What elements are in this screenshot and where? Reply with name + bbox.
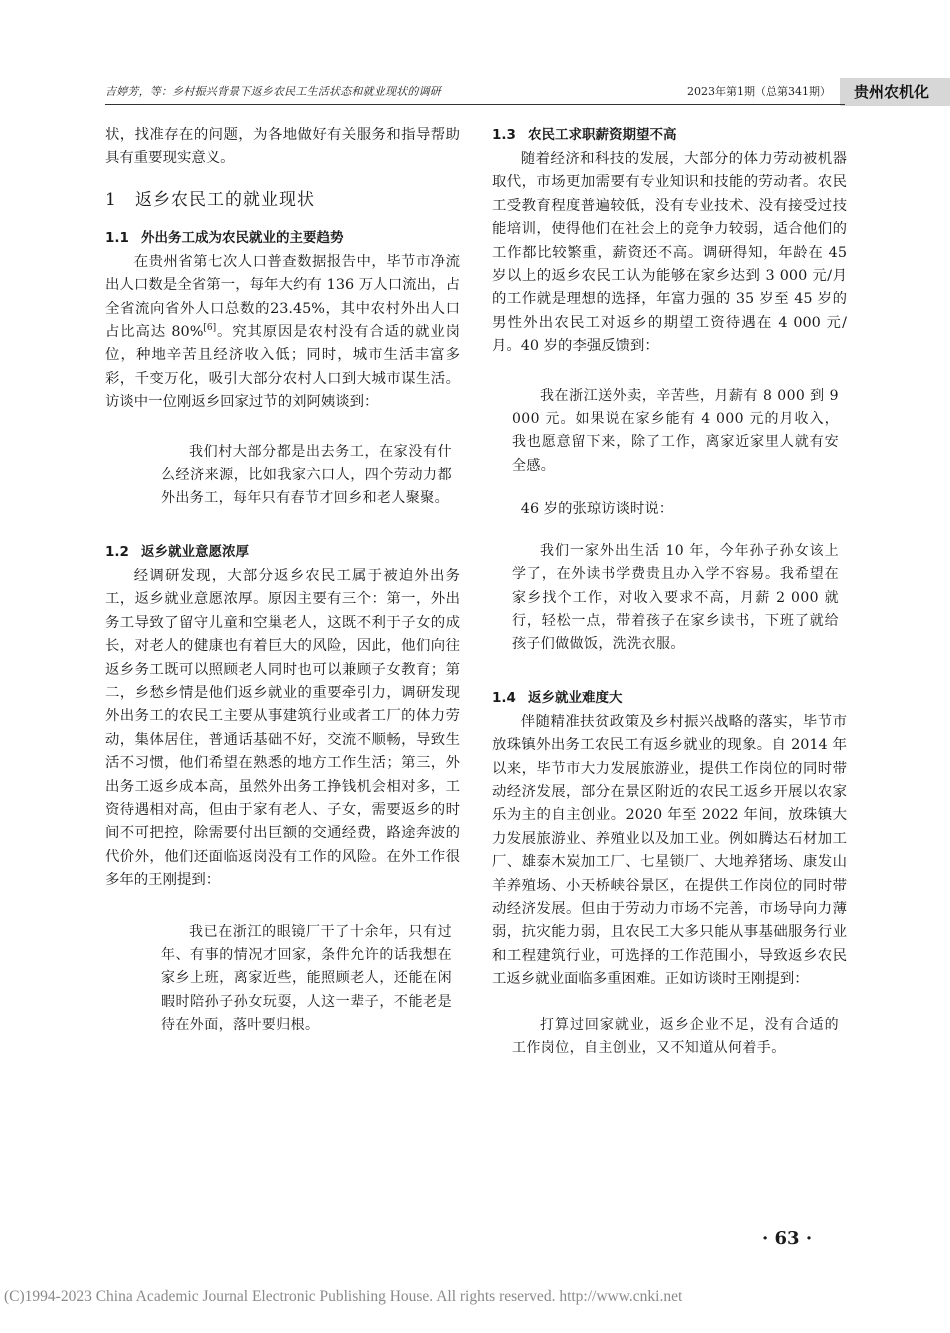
interview-quote: 我们村大部分都是出去务工，在家没有什么经济来源，比如我家六口人，四个劳动力都外出务工，每年只有春节才回乡和老人聚聚。 bbox=[161, 443, 452, 507]
subsection-title: 返乡就业意愿浓厚 bbox=[141, 543, 249, 560]
paragraph: 经调研发现，大部分返乡农民工属于被迫外出务工，返乡就业意愿浓厚。原因主要有三个：第一，外出务工导致了留守儿童和空巢老人，这既不利于子女的成长，对老人的健康也有着巨大的风险，因此，他们向往返乡务工既可以照顾老人同时也可以兼顾子女教育；第二，乡愁乡情是他们返乡就业的重要牵引力，调研发现外出务工的农民工主要从事建筑行业或者工厂的体力劳动，集体居住，普通话基础不好，交流不顺畅，导致生活不习惯，他们希望在熟悉的地方工作生活；第三，外出务工返乡成本高，虽然外出务工挣钱机会相对多，工资待遇相对高，但由于家有老人、子女，需要返乡的时间不可把控，除需要付出巨额的交通经费，路途奔波的代价外，他们还面临返岗没有工作的风险。在外工作很多年的王刚提到： bbox=[105, 567, 460, 889]
subsection-title: 外出务工成为农民就业的主要趋势 bbox=[141, 229, 344, 246]
subsection-number: 1.2 bbox=[105, 543, 129, 560]
citation-ref: [6] bbox=[203, 323, 217, 334]
issue-info: 2023年第1期（总第341期） bbox=[687, 85, 831, 98]
subsection-1-1-heading bbox=[105, 227, 460, 249]
subsection-1-3-heading bbox=[492, 124, 847, 146]
paragraph: 随着经济和科技的发展，大部分的体力劳动被机器取代，市场更加需要有专业知识和技能的劳动者。农民工受教育程度普遍较低，没有专业技术、没有接受过技能培训，使得他们在社会上的竞争力较弱，适合他们的工作都比较繁重，薪资还不高。调研得知，年龄在 45 岁以上的返乡农民工认为能够在家乡达到 3 000 元/月的工作就是理想的选择，年富力强的 35 岁至 45 岁的男性外出农民工对返乡的期望工资待遇在 4 000 元/月。40 岁的李强反馈到： bbox=[492, 151, 847, 355]
interview-quote: 我们一家外出生活 10 年，今年孙子孙女该上学了，在外读书学费贵且办入学不容易。我希望在家乡找个工作，对收入要求不高，月薪 2 000 就行，轻松一点，带着孩子在家乡读书，下班了就给孩子们做做饭，洗洗衣服。 bbox=[512, 542, 839, 653]
page-header bbox=[105, 78, 930, 108]
interview-quote: 我已在浙江的眼镜厂干了十余年，只有过年、有事的情况才回家，条件允许的话我想在家乡上班，离家近些，能照顾老人，还能在闲暇时陪孙子孙女玩耍，人这一辈子，不能老是待在外面，落叶要归根。 bbox=[161, 923, 452, 1034]
running-title: 吉婷芳，等：乡村振兴背景下返乡农民工生活状态和就业现状的调研 bbox=[105, 85, 441, 98]
interview-quote: 打算过回家就业，返乡企业不足，没有合适的工作岗位，自主创业，又不知道从何着手。 bbox=[512, 1016, 839, 1056]
subsection-title: 返乡就业难度大 bbox=[528, 689, 623, 706]
section-title: 返乡农民工的就业现状 bbox=[135, 189, 315, 210]
subsection-number: 1.1 bbox=[105, 229, 129, 246]
section-number: 1 bbox=[105, 189, 117, 210]
journal-name: 贵州农机化 bbox=[840, 78, 950, 106]
right-column bbox=[492, 124, 847, 1084]
paragraph-text: 。究其原因是农村没有合适的就业岗位，种地辛苦且经济收入低；同时，城市生活丰富多彩，千变万化，吸引大部分农村人口到大城市谋生活。访谈中一位刚返乡回家过节的刘阿姨谈到： bbox=[105, 324, 460, 411]
left-column bbox=[105, 124, 460, 1062]
paragraph bbox=[105, 251, 460, 415]
page-number: · 63 · bbox=[762, 1228, 813, 1249]
subsection-1-4-heading bbox=[492, 687, 847, 709]
paragraph: 46 岁的张琼访谈时说： bbox=[520, 501, 674, 518]
paragraph-text: 在贵州省第七次人口普查数据报告中，毕节市净流出人口数是全省第一，每年大约有 136 万人口流出，占全省流向省外人口总数的23.45%，其中农村外出人口占比高达 80% bbox=[105, 253, 460, 341]
subsection-title: 农民工求职薪资期望不高 bbox=[528, 127, 677, 143]
continued-paragraph: 状，找准存在的问题，为各地做好有关服务和指导帮助具有重要现实意义。 bbox=[105, 127, 460, 167]
subsection-number: 1.3 bbox=[492, 127, 516, 143]
header-rule bbox=[105, 104, 845, 105]
subsection-number: 1.4 bbox=[492, 689, 516, 706]
section-1-heading bbox=[105, 187, 460, 213]
interview-quote: 我在浙江送外卖，辛苦些，月薪有 8 000 到 9 000 元。如果说在家乡能有 4 000 元的月收入，我也愿意留下来，除了工作，离家近家里人就有安全感。 bbox=[512, 387, 839, 474]
paragraph: 伴随精准扶贫政策及乡村振兴战略的落实，毕节市放珠镇外出务工农民工有返乡就业的现象。自 2014 年以来，毕节市大力发展旅游业，提供工作岗位的同时带动经济发展，部分在景区附近的农民工返乡开展以农家乐为主的自主创业。2020 年至 2022 年间，放珠镇大力发展旅游业、养殖业以及加工业。例如腾达石材加工厂、雄泰木炭加工厂、七星锁厂、大地养猪场、康发山羊养殖场、小天桥峡谷景区，在提供工作岗位的同时带动经济发展。但由于劳动力市场不完善，市场导向力薄弱，抗灾能力弱，且农民工大多只能从事基础服务行业和工程建筑行业，可选择的工作范围小，导致返乡农民工返乡就业面临多重困难。正如访谈时王刚提到： bbox=[492, 713, 847, 988]
subsection-1-2-heading bbox=[105, 541, 460, 563]
copyright-line: (C)1994-2023 China Academic Journal Electronic Publishing House. All rights reserved. http://www.cnki.net bbox=[4, 1288, 683, 1305]
